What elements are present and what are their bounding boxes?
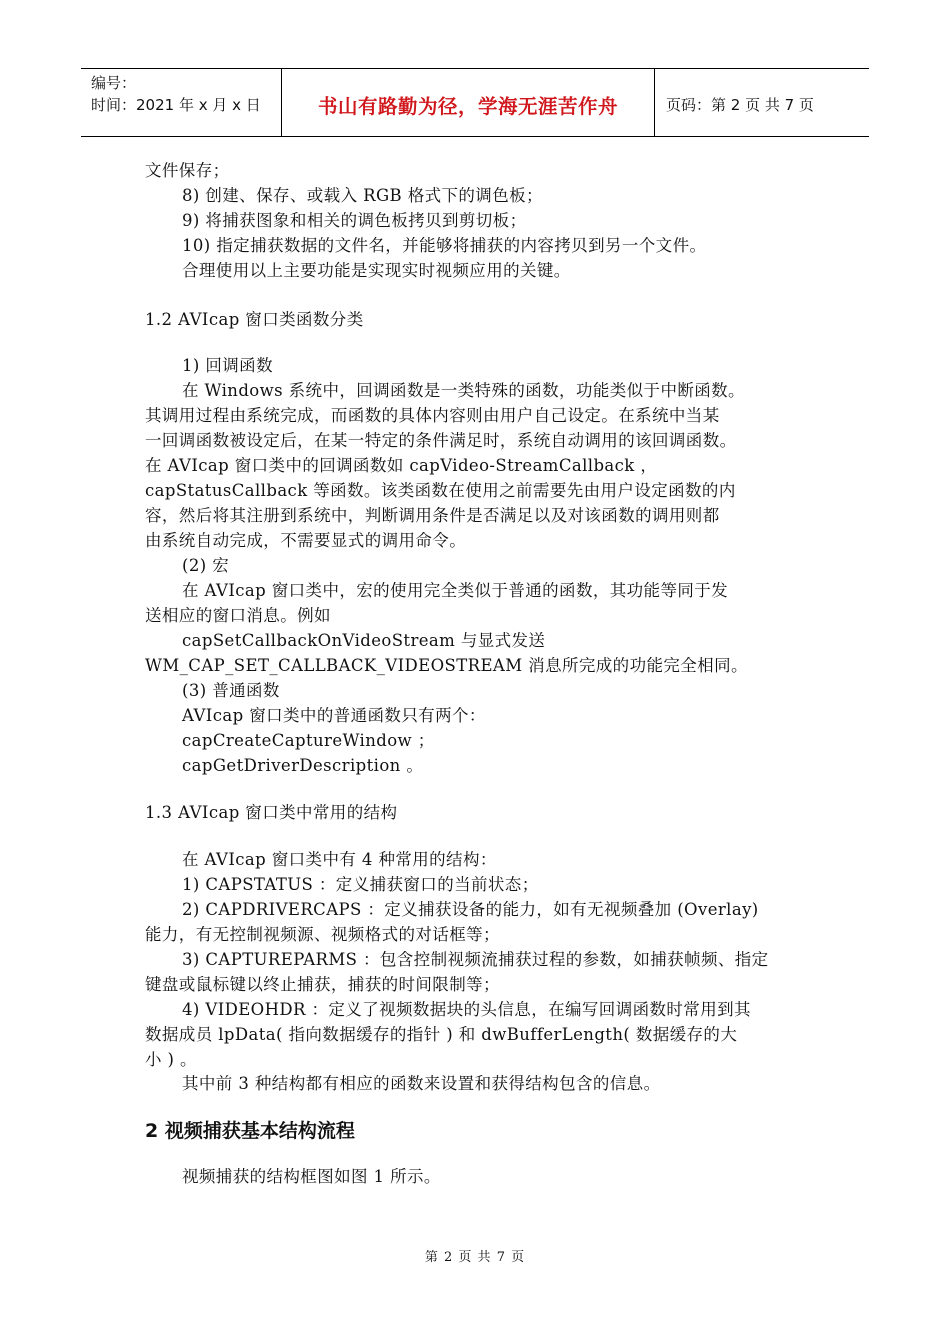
text-line: 小 ) 。 xyxy=(145,1050,197,1069)
text-line: 视频捕获的结构框图如图 1 所示。 xyxy=(182,1167,441,1186)
section-heading: 1.2 AVIcap 窗口类函数分类 xyxy=(145,310,364,329)
text-line: capStatusCallback 等函数。该类函数在使用之前需要先由用户设定函数的内 xyxy=(145,481,736,500)
chapter-heading: 2 视频捕获基本结构流程 xyxy=(145,1120,355,1142)
text-line: 文件保存； xyxy=(145,161,230,180)
text-line: 键盘或鼠标键以终止捕获，捕获的时间限制等； xyxy=(145,975,500,994)
header-page-info: 页码：第 2 页 共 7 页 xyxy=(666,96,814,114)
list-item: 2) CAPDRIVERCAPS ：定义捕获设备的能力，如有无视频叠加 (Overlay) xyxy=(182,900,759,919)
text-line: 由系统自动完成，不需要显式的调用命令。 xyxy=(145,531,467,550)
header-time-label: 时间：2021 年 x 月 x 日 xyxy=(91,96,261,114)
page-header xyxy=(81,68,869,137)
page-footer: 第 2 页 共 7 页 xyxy=(424,1250,526,1265)
list-item: 10) 指定捕获数据的文件名，并能够将捕获的内容拷贝到另一个文件。 xyxy=(182,236,707,255)
text-line: 在 AVIcap 窗口类中有 4 种常用的结构： xyxy=(182,850,497,869)
subsection-heading: (2) 宏 xyxy=(182,556,230,575)
list-item: 1) CAPSTATUS ：定义捕获窗口的当前状态； xyxy=(182,875,539,894)
text-line: 合理使用以上主要功能是实现实时视频应用的关键。 xyxy=(182,261,571,280)
text-line: 数据成员 lpData( 指向数据缓存的指针 ) 和 dwBufferLength( 数据缓存的大 xyxy=(145,1025,738,1044)
section-heading: 1.3 AVIcap 窗口类中常用的结构 xyxy=(145,803,398,822)
text-line: 容，然后将其注册到系统中，判断调用条件是否满足以及对该函数的调用则都 xyxy=(145,506,720,525)
text-line: WM_CAP_SET_CALLBACK_VIDEOSTREAM 消息所完成的功能完全相同。 xyxy=(145,656,748,675)
text-line: 在 AVIcap 窗口类中，宏的使用完全类似于普通的函数，其功能等同于发 xyxy=(182,581,729,600)
list-item: 8) 创建、保存、或载入 RGB 格式下的调色板； xyxy=(182,186,543,205)
text-line: capSetCallbackOnVideoStream 与显式发送 xyxy=(182,631,546,650)
subsection-heading: 1) 回调函数 xyxy=(182,356,273,375)
text-line: 其调用过程由系统完成，而函数的具体内容则由用户自己设定。在系统中当某 xyxy=(145,406,720,425)
text-line: 能力，有无控制视频源、视频格式的对话框等； xyxy=(145,925,500,944)
text-line: 在 Windows 系统中，回调函数是一类特殊的函数，功能类似于中断函数。 xyxy=(182,381,745,400)
text-line: AVIcap 窗口类中的普通函数只有两个： xyxy=(182,706,486,725)
list-item: 4) VIDEOHDR ：定义了视频数据块的头信息，在编写回调函数时常用到其 xyxy=(182,1000,751,1019)
text-line: 在 AVIcap 窗口类中的回调函数如 capVideo-StreamCallback ， xyxy=(145,456,658,475)
list-item: capGetDriverDescription 。 xyxy=(182,756,424,775)
subsection-heading: (3) 普通函数 xyxy=(182,681,280,700)
list-item: 3) CAPTUREPARMS ：包含控制视频流捕获过程的参数，如捕获帧频、指定 xyxy=(182,950,769,969)
text-line: 一回调函数被设定后，在某一特定的条件满足时，系统自动调用的该回调函数。 xyxy=(145,431,737,450)
header-number-label: 编号： xyxy=(91,74,137,92)
header-meta xyxy=(81,69,282,136)
text-line: 送相应的窗口消息。例如 xyxy=(145,606,331,625)
list-item: capCreateCaptureWindow ； xyxy=(182,731,435,750)
header-motto: 书山有路勤为径，学海无涯苦作舟 xyxy=(282,69,655,136)
list-item: 9) 将捕获图象和相关的调色板拷贝到剪切板； xyxy=(182,211,527,230)
text-line: 其中前 3 种结构都有相应的函数来设置和获得结构包含的信息。 xyxy=(182,1074,661,1093)
